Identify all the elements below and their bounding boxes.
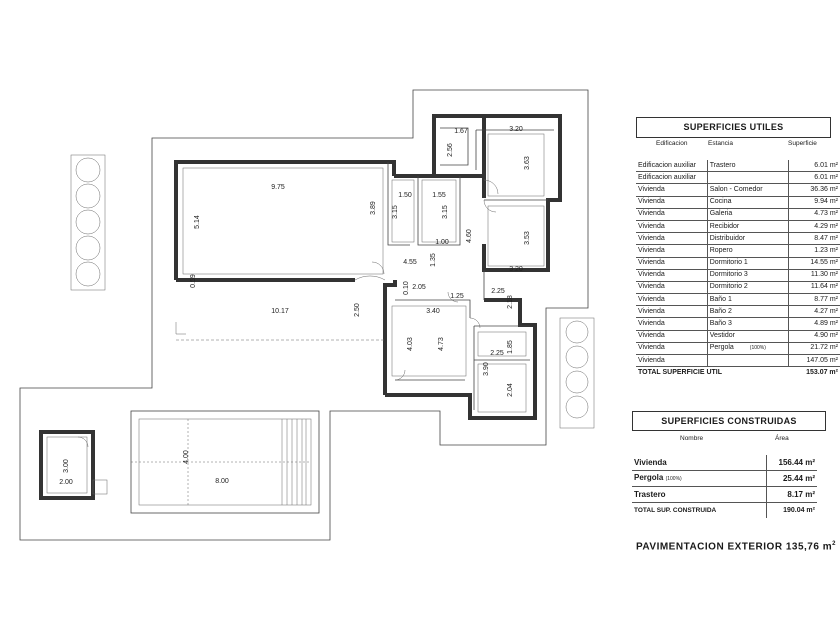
utiles-edificacion: Vivienda — [636, 342, 707, 354]
utiles-row — [636, 355, 840, 367]
utiles-estancia — [707, 160, 788, 172]
utiles-table — [636, 160, 840, 378]
utiles-estancia — [707, 172, 788, 184]
svg-text:2.56: 2.56 — [447, 143, 454, 157]
utiles-row — [636, 294, 840, 306]
utiles-estancia — [707, 342, 788, 354]
utiles-estancia — [707, 294, 788, 306]
utiles-header-edificacion: Edificacion — [656, 140, 688, 147]
svg-text:10.17: 10.17 — [271, 308, 289, 315]
svg-text:1.00: 1.00 — [435, 239, 449, 246]
utiles-row — [636, 330, 840, 342]
svg-text:3.20: 3.20 — [509, 126, 523, 133]
trastero — [41, 432, 107, 498]
svg-text:4.60: 4.60 — [466, 229, 473, 243]
utiles-superficie: 4.27 m² — [788, 306, 840, 318]
utiles-estancia — [707, 306, 788, 318]
utiles-superficie: 4.73 m² — [788, 208, 840, 220]
svg-text:2.04: 2.04 — [507, 383, 514, 397]
utiles-edificacion: Vivienda — [636, 318, 707, 330]
house-walls — [176, 116, 560, 418]
construidas-area: 8.17 m² — [767, 487, 818, 503]
utiles-row — [636, 306, 840, 318]
utiles-row — [636, 257, 840, 269]
svg-text:3.00: 3.00 — [63, 459, 70, 473]
pavimentacion-sup: 2 — [832, 541, 836, 547]
utiles-superficie: 11.64 m² — [788, 281, 840, 293]
svg-text:3.15: 3.15 — [442, 205, 449, 219]
svg-text:4.00: 4.00 — [183, 450, 190, 464]
utiles-estancia-text: Ropero — [709, 246, 733, 254]
svg-text:4.03: 4.03 — [407, 337, 414, 351]
utiles-estancia — [707, 184, 788, 196]
utiles-row — [636, 172, 840, 184]
utiles-superficie: 21.72 m² — [788, 342, 840, 354]
svg-text:2.50: 2.50 — [354, 303, 361, 317]
utiles-row — [636, 281, 840, 293]
utiles-estancia — [707, 281, 788, 293]
construidas-total-label: TOTAL SUP. CONSTRUIDA — [632, 503, 767, 519]
utiles-estancia — [707, 245, 788, 257]
utiles-estancia-text: Salon - Comedor — [709, 185, 763, 193]
utiles-estancia-text: Trastero — [709, 161, 736, 169]
svg-text:3.53: 3.53 — [524, 231, 531, 245]
svg-text:2.25: 2.25 — [491, 288, 505, 295]
utiles-superficie: 9.94 m² — [788, 196, 840, 208]
utiles-superficie: 14.55 m² — [788, 257, 840, 269]
svg-text:8.00: 8.00 — [215, 478, 229, 485]
utiles-estancia-text: Dormitorio 3 — [709, 271, 748, 279]
svg-text:0.59: 0.59 — [190, 274, 197, 288]
utiles-row — [636, 220, 840, 232]
utiles-estancia-text: Baño 1 — [709, 295, 732, 303]
utiles-edificacion: Edificacion auxiliar — [636, 160, 707, 172]
left-planter — [71, 155, 105, 290]
utiles-total-label: TOTAL SUPERFICIE UTIL — [638, 368, 723, 376]
utiles-edificacion: Vivienda — [636, 233, 707, 245]
utiles-header-superficie: Superficie — [788, 140, 817, 147]
construidas-note: (100%) — [665, 476, 682, 482]
utiles-superficie: 6.01 m² — [788, 172, 840, 184]
utiles-row — [636, 196, 840, 208]
utiles-superficie: 11.30 m² — [788, 269, 840, 281]
utiles-row — [636, 342, 840, 354]
construidas-header-nombre: Nombre — [680, 435, 704, 442]
construidas-header-area: Área — [775, 435, 789, 442]
utiles-estancia — [707, 233, 788, 245]
utiles-edificacion: Edificacion auxiliar — [636, 172, 707, 184]
utiles-edificacion: Vivienda — [636, 257, 707, 269]
utiles-estancia-text: Pergola — [709, 344, 734, 352]
utiles-estancia-text: Baño 2 — [709, 307, 732, 315]
utiles-edificacion: Vivienda — [636, 306, 707, 318]
svg-text:1.25: 1.25 — [450, 293, 464, 300]
svg-text:1.55: 1.55 — [432, 192, 446, 199]
utiles-estancia-text: Vestidor — [709, 332, 735, 340]
svg-text:3.15: 3.15 — [392, 205, 399, 219]
utiles-superficie: 4.89 m² — [788, 318, 840, 330]
utiles-estancia — [707, 257, 788, 269]
svg-text:5.14: 5.14 — [194, 215, 201, 229]
utiles-row — [636, 318, 840, 330]
svg-text:3.89: 3.89 — [370, 201, 377, 215]
utiles-superficie: 8.47 m² — [788, 233, 840, 245]
utiles-estancia-text: Recibidor — [709, 222, 740, 230]
utiles-edificacion: Vivienda — [636, 208, 707, 220]
utiles-superficie: 4.90 m² — [788, 330, 840, 342]
utiles-estancia-text: Galeria — [709, 210, 733, 218]
utiles-row — [636, 233, 840, 245]
pergola — [176, 322, 385, 340]
pavimentacion-label — [636, 541, 836, 552]
utiles-estancia — [707, 208, 788, 220]
construidas-nombre — [632, 455, 767, 471]
svg-text:2.00: 2.00 — [59, 479, 73, 486]
utiles-edificacion: Vivienda — [636, 245, 707, 257]
utiles-estancia — [707, 196, 788, 208]
utiles-superficie: 147.05 m² — [788, 355, 840, 367]
svg-text:4.55: 4.55 — [403, 259, 417, 266]
svg-text:1.85: 1.85 — [507, 340, 514, 354]
svg-text:3.40: 3.40 — [426, 308, 440, 315]
utiles-edificacion: Vivienda — [636, 281, 707, 293]
construidas-area: 156.44 m² — [767, 455, 818, 471]
svg-text:2.05: 2.05 — [412, 284, 426, 291]
utiles-edificacion: Vivienda — [636, 269, 707, 281]
utiles-edificacion: Vivienda — [636, 330, 707, 342]
utiles-superficie: 4.29 m² — [788, 220, 840, 232]
utiles-total-row — [636, 367, 840, 379]
utiles-estancia — [707, 355, 788, 367]
svg-text:2.25: 2.25 — [490, 350, 504, 357]
utiles-row — [636, 245, 840, 257]
construidas-nombre-text: Vivienda — [634, 457, 667, 467]
construidas-nombre — [632, 471, 767, 487]
utiles-estancia — [707, 220, 788, 232]
construidas-row — [632, 487, 817, 503]
utiles-estancia — [707, 318, 788, 330]
utiles-header-estancia: Estancia — [708, 140, 733, 147]
construidas-area: 25.44 m² — [767, 471, 818, 487]
utiles-edificacion: Vivienda — [636, 294, 707, 306]
svg-text:9.75: 9.75 — [271, 184, 285, 191]
utiles-estancia-text: Baño 3 — [709, 320, 732, 328]
construidas-title: SUPERFICIES CONSTRUIDAS — [632, 411, 826, 431]
utiles-estancia-text: Dormitorio 1 — [709, 259, 748, 267]
utiles-superficie: 8.77 m² — [788, 294, 840, 306]
construidas-row — [632, 471, 817, 487]
utiles-edificacion: Vivienda — [636, 184, 707, 196]
construidas-row — [632, 455, 817, 471]
svg-text:1.50: 1.50 — [398, 192, 412, 199]
pavimentacion-text: PAVIMENTACION EXTERIOR 135,76 m — [636, 541, 833, 553]
utiles-estancia-text: Cocina — [709, 198, 732, 206]
utiles-edificacion: Vivienda — [636, 355, 707, 367]
svg-text:4.73: 4.73 — [438, 337, 445, 351]
svg-text:3.63: 3.63 — [524, 156, 531, 170]
svg-text:3.20: 3.20 — [509, 266, 523, 273]
utiles-row — [636, 184, 840, 196]
utiles-estancia-text: Distribuidor — [709, 234, 746, 242]
svg-text:1.35: 1.35 — [430, 253, 437, 267]
svg-text:0.10: 0.10 — [403, 281, 410, 295]
utiles-edificacion: Vivienda — [636, 196, 707, 208]
utiles-superficie: 36.36 m² — [788, 184, 840, 196]
utiles-note: (100%) — [749, 345, 766, 352]
utiles-row — [636, 160, 840, 172]
utiles-superficie: 1.23 m² — [788, 245, 840, 257]
construidas-nombre — [632, 487, 767, 503]
utiles-row — [636, 269, 840, 281]
utiles-total-value: 153.07 m² — [806, 368, 838, 376]
construidas-table — [632, 455, 817, 518]
utiles-estancia — [707, 330, 788, 342]
right-planter — [560, 318, 594, 428]
construidas-nombre-text: Pergola — [634, 473, 664, 482]
utiles-title: SUPERFICIES UTILES — [636, 117, 831, 138]
construidas-nombre-text: Trastero — [634, 489, 666, 499]
construidas-total-value: 190.04 m² — [783, 506, 815, 514]
svg-text:3.90: 3.90 — [483, 362, 490, 376]
utiles-edificacion: Vivienda — [636, 220, 707, 232]
utiles-estancia-text: Dormitorio 2 — [709, 283, 748, 291]
utiles-estancia — [707, 269, 788, 281]
utiles-superficie: 6.01 m² — [788, 160, 840, 172]
construidas-total-row — [632, 503, 817, 519]
svg-text:2.18: 2.18 — [507, 295, 514, 309]
utiles-row — [636, 208, 840, 220]
svg-text:1.67: 1.67 — [454, 128, 468, 135]
pool — [131, 411, 319, 513]
